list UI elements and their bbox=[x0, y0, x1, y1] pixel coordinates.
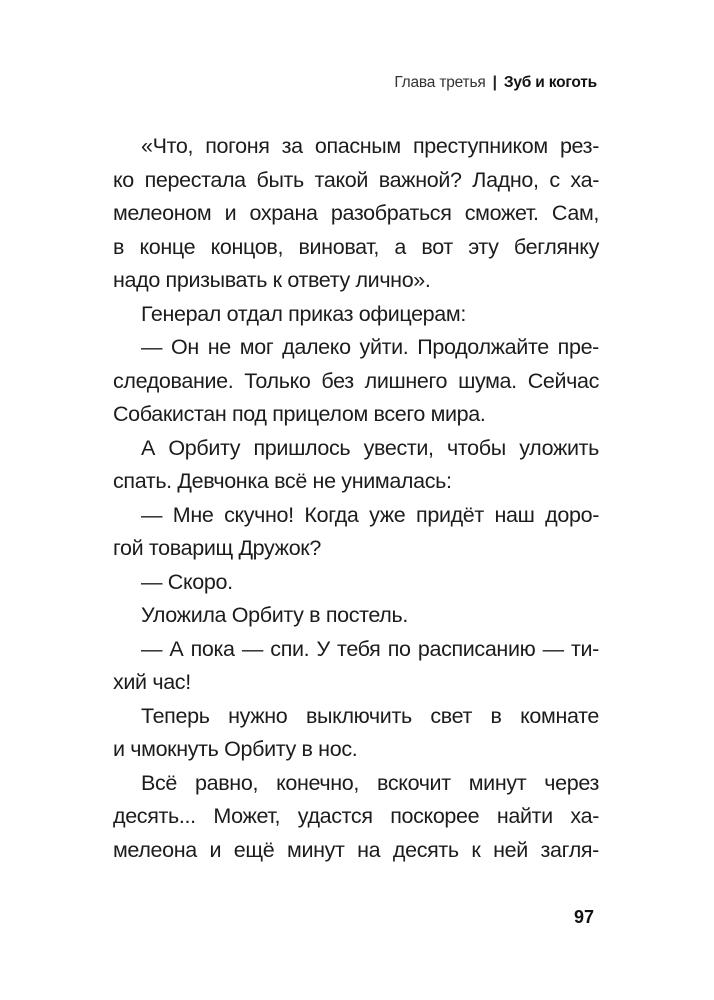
text-line: и чмокнуть Орбиту в нос. bbox=[113, 737, 358, 761]
body-text bbox=[113, 130, 599, 867]
text-line: — Скоро. bbox=[141, 569, 233, 594]
text-line: Всё равно, конечно, вскочит минут через bbox=[141, 770, 599, 795]
page-number: 97 bbox=[574, 907, 595, 927]
text-line: — Он не мог далеко уйти. Продолжайте пре- bbox=[141, 335, 599, 359]
text-line: ко перестала быть такой важной? Ладно, с ха- bbox=[113, 167, 599, 192]
chapter-label: Глава третья bbox=[394, 74, 486, 91]
text-line: — Мне скучно! Когда уже придёт наш доро- bbox=[141, 502, 599, 527]
text-line: следование. Только без лишнего шума. Сейчас bbox=[113, 368, 599, 393]
text-line: Генерал отдал приказ офицерам: bbox=[141, 301, 466, 326]
text-line: спать. Девчонка всё не унималась: bbox=[113, 469, 452, 493]
text-line: — А пока — спи. У тебя по расписанию — ти- bbox=[141, 636, 599, 661]
text-line: «Что, погоня за опасным преступником рез- bbox=[141, 134, 599, 158]
text-line: в конце концов, виноват, а вот эту беглянку bbox=[113, 234, 599, 259]
text-line: Теперь нужно выключить свет в комнате bbox=[141, 703, 599, 728]
text-line: хий час! bbox=[113, 670, 191, 694]
text-line: Собакистан под прицелом всего мира. bbox=[113, 402, 486, 426]
header-separator: | bbox=[492, 74, 497, 91]
chapter-title: Зуб и коготь bbox=[503, 74, 597, 91]
text-line: десять... Может, удастся поскорее найти ха- bbox=[113, 804, 599, 828]
text-line: надо призывать к ответу лично». bbox=[113, 268, 431, 292]
text-line: мелеоном и охрана разобраться сможет. Сам, bbox=[113, 201, 599, 225]
running-header bbox=[394, 74, 597, 92]
text-line: гой товарищ Дружок? bbox=[113, 536, 321, 560]
text-line: Уложила Орбиту в постель. bbox=[141, 603, 408, 627]
text-line: мелеона и ещё минут на десять к ней загля- bbox=[113, 837, 599, 862]
text-line: А Орбиту пришлось увести, чтобы уложить bbox=[141, 435, 599, 460]
